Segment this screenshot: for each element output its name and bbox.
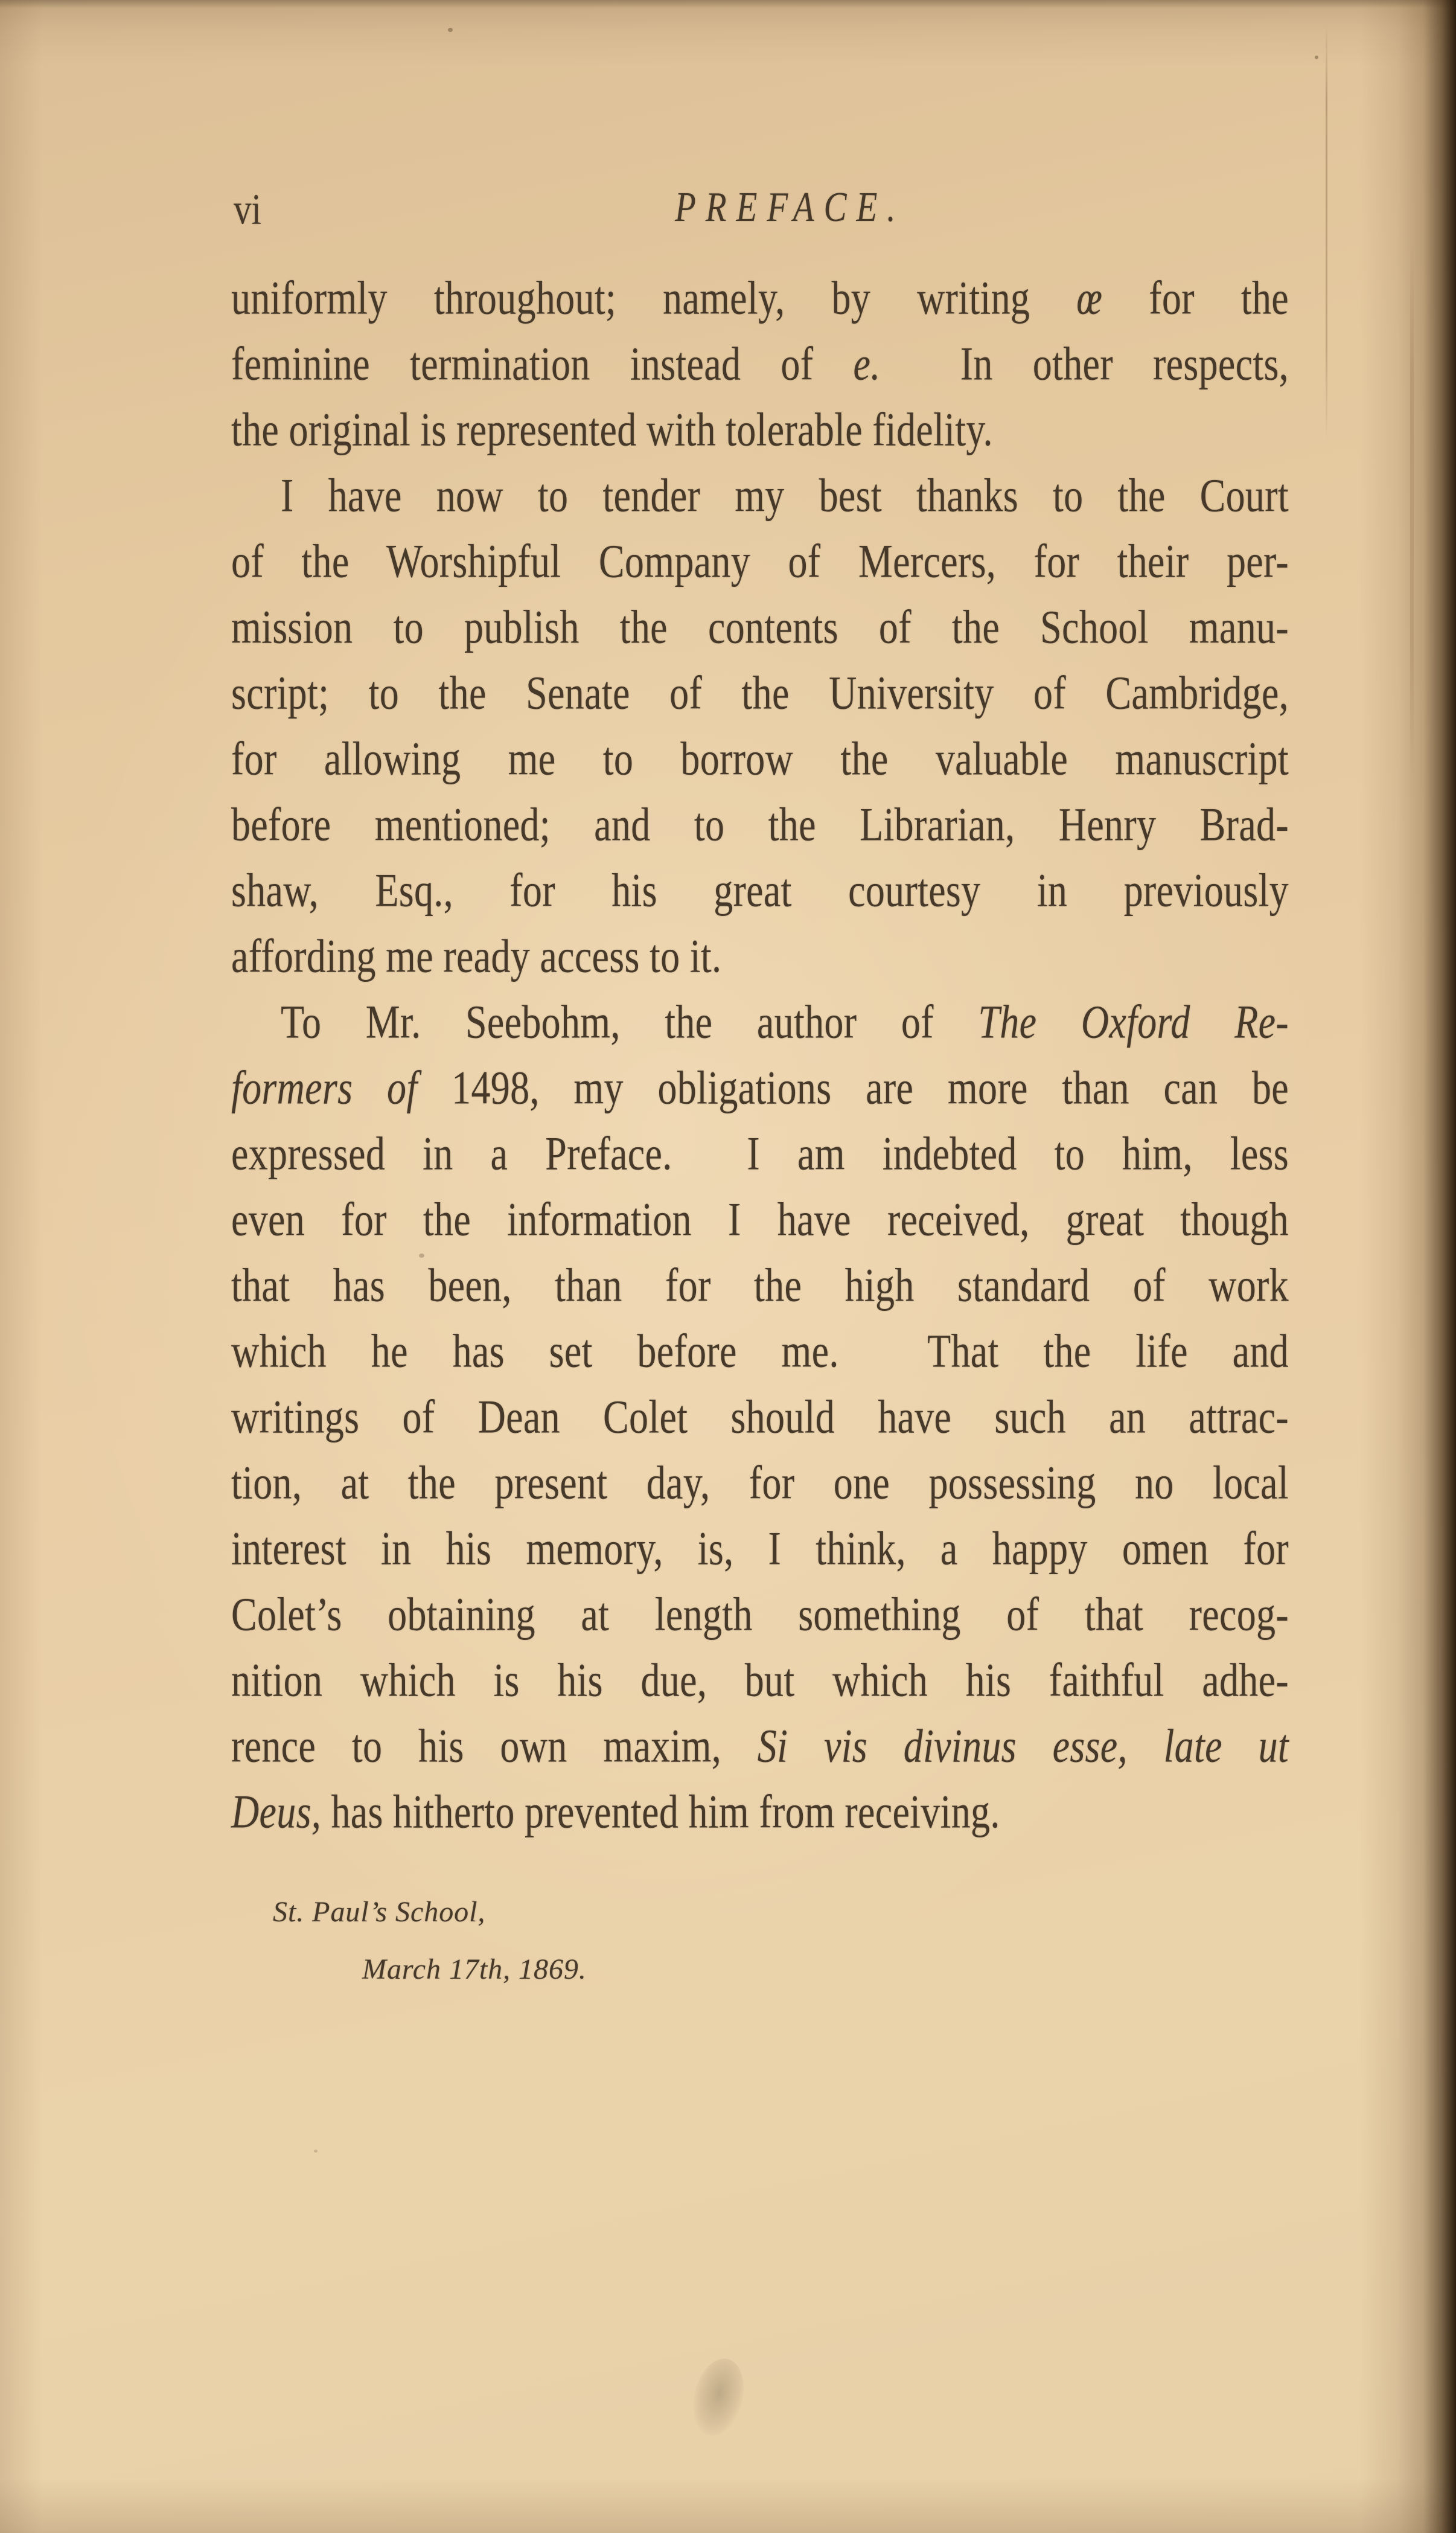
text-segment: I have now to tender my best thanks to the Court (281, 469, 1289, 522)
text-segment: for the (1102, 272, 1289, 324)
page-number: vi (234, 184, 261, 234)
text-segment: writings of Dean Colet should have such an attrac- (231, 1391, 1289, 1443)
text-segment: rence to his own maxim, (231, 1720, 758, 1772)
text-segment: of the Worshipful Company of Mercers, for their per- (231, 535, 1289, 588)
italic-text-segment: œ (1076, 272, 1103, 324)
paragraph (231, 463, 1289, 989)
paper-crease (1410, 242, 1414, 785)
text-segment: which he has set before me. That the life and (231, 1325, 1289, 1377)
text-segment: To Mr. Seebohm, the author of (281, 996, 979, 1048)
text-segment: interest in his memory, is, I think, a happy omen for (231, 1522, 1289, 1575)
text-segment: script; to the Senate of the University of Cambridge, (231, 667, 1289, 719)
text-segment: mission to publish the contents of the School manu- (231, 601, 1289, 653)
italic-text-segment: March 17th, (362, 1953, 511, 1985)
signature-date (362, 1952, 587, 1988)
text-segment: 1869. (511, 1953, 587, 1985)
paper-speck (314, 2150, 318, 2153)
page-edge-shadow-right (1359, 0, 1456, 2533)
text-segment: expressed in a Preface. I am indebted to him, less (231, 1127, 1289, 1180)
text-segment: feminine termination instead of (231, 338, 854, 390)
paper-speck (448, 28, 453, 32)
text-segment: In other respects, (880, 338, 1289, 390)
signature-place (273, 1894, 485, 1930)
body-text (231, 265, 1289, 1845)
body-line (231, 1772, 1289, 1852)
italic-text-segment: The Oxford Re- (978, 996, 1289, 1048)
page-edge-shadow-bottom (0, 2479, 1456, 2533)
text-segment: tion, at the present day, for one possessing no local (231, 1456, 1289, 1509)
text-segment: that has been, than for the high standard of work (231, 1259, 1289, 1311)
paper-smudge (685, 2353, 751, 2441)
page-title: PREFACE. (675, 184, 905, 231)
italic-text-segment: formers of (231, 1062, 452, 1114)
italic-text-segment: St. Paul’s School, (273, 1896, 486, 1928)
page-edge-shadow-top (0, 0, 1456, 66)
italic-text-segment: Si vis divinus esse, late ut (757, 1720, 1289, 1772)
text-segment: nition which is his due, but which his faithful adhe- (231, 1654, 1289, 1706)
italic-text-segment: e. (853, 338, 881, 390)
text-segment: 1498, my obligations are more than can be (452, 1062, 1289, 1114)
text-segment: before mentioned; and to the Librarian, Henry Brad- (231, 798, 1289, 851)
paper-crease (1326, 24, 1327, 441)
text-segment: uniformly throughout; namely, by writing (231, 272, 1077, 324)
text-segment: for allowing me to borrow the valuable manuscript (231, 732, 1289, 785)
paragraph (231, 989, 1289, 1845)
text-segment: even for the information I have received, great though (231, 1193, 1289, 1246)
page-edge-shadow-left (0, 0, 42, 2533)
text-segment: Colet’s obtaining at length something of that recog- (231, 1588, 1289, 1641)
text-segment: affording me ready access to it. (231, 930, 722, 982)
text-segment: has hitherto prevented him from receiving. (321, 1785, 1000, 1838)
paragraph (231, 265, 1289, 463)
text-segment: the original is represented with tolerable fidelity. (231, 403, 993, 456)
text-segment: shaw, Esq., for his great courtesy in previously (231, 864, 1289, 917)
paper-speck (1315, 56, 1318, 59)
italic-text-segment: Deus, (231, 1785, 322, 1838)
